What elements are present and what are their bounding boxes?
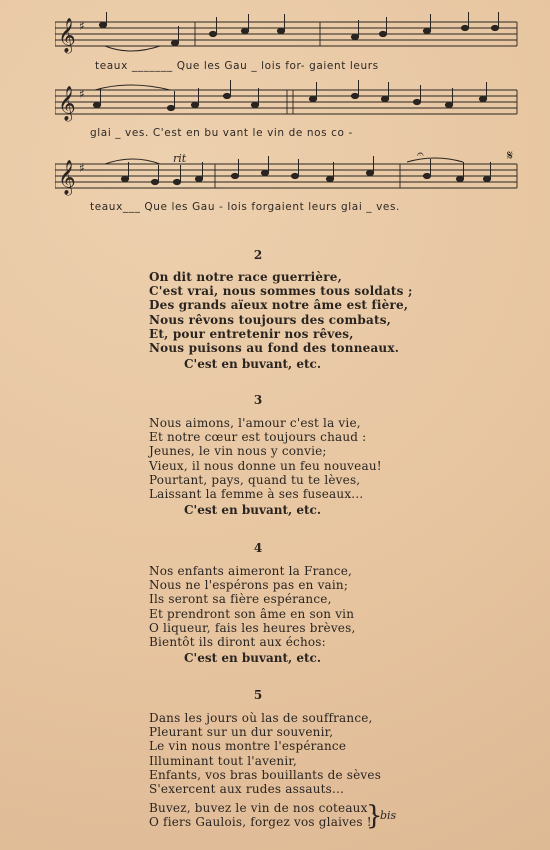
refrain: C'est en buvant, etc. <box>184 651 322 665</box>
verse-line: Pourtant, pays, quand tu te lèves, <box>149 472 361 487</box>
verse-line: Nos enfants aimeront la France, <box>149 564 353 578</box>
verse-4-text <box>149 564 355 649</box>
rit-mark: rit <box>173 152 187 165</box>
bis-mark: bis <box>380 809 397 822</box>
sharp-icon: ♯ <box>79 161 85 175</box>
verse-line: Bientôt ils diront aux échos: <box>149 635 326 650</box>
refrain: C'est en buvant, etc. <box>184 503 322 517</box>
treble-clef-icon: 𝄞 <box>58 86 76 121</box>
verse-line: On dit notre race guerrière, <box>149 270 342 284</box>
staff-2-notation <box>55 80 520 124</box>
fermata-icon: 𝄐 <box>417 150 424 161</box>
segno-icon: 𝄋 <box>507 150 514 164</box>
verse-line: Illuminant tout l'avenir, <box>149 753 297 768</box>
verse-3-text <box>149 416 382 501</box>
refrain: C'est en buvant, etc. <box>184 357 322 371</box>
staff-1-lyrics: teaux _______ Que les Gau _ lois for- gaient leurs <box>95 60 379 72</box>
staff-1-notation <box>55 12 520 54</box>
music-staff-2 <box>55 80 520 124</box>
verse-line: Nous rêvons toujours des combats, <box>149 312 392 327</box>
verse-line: Nous puisons au fond des tonneaux. <box>149 341 400 356</box>
verse-number: 2 <box>253 248 263 262</box>
verse-5-text <box>149 711 381 796</box>
verse-line: Le vin nous montre l'espérance <box>149 739 347 754</box>
verse-line: Jeunes, le vin nous y convie; <box>149 444 327 459</box>
verse-2-text <box>149 270 413 355</box>
verse-number: 3 <box>253 393 263 407</box>
verse-number: 5 <box>253 688 263 702</box>
verse-line: S'exercent aux rudes assauts... <box>149 782 345 797</box>
verse-line: O fiers Gaulois, forgez vos glaives ! <box>149 815 372 830</box>
verse-number: 4 <box>253 541 263 555</box>
verse-line: C'est vrai, nous sommes tous soldats ; <box>149 284 413 299</box>
music-staff-3 <box>55 150 520 198</box>
verse-line: Et prendront son âme en son vin <box>149 606 355 621</box>
verse-line: Buvez, buvez le vin de nos coteaux ; <box>149 801 376 815</box>
final-couplet <box>149 801 376 829</box>
verse-line: Pleurant sur un dur souvenir, <box>149 725 334 740</box>
sharp-icon: ♯ <box>79 87 85 101</box>
verse-line: Et, pour entretenir nos rêves, <box>149 326 354 341</box>
brace-icon: } <box>366 801 383 831</box>
verse-line: Vieux, il nous donne un feu nouveau! <box>149 458 382 473</box>
staff-2-lyrics: glai _ ves. C'est en bu vant le vin de nos co - <box>90 127 353 139</box>
verse-line: Nous aimons, l'amour c'est la vie, <box>149 416 361 430</box>
verse-line: Enfants, vos bras bouillants de sèves <box>149 767 382 782</box>
verse-line: Des grands aïeux notre âme est fière, <box>149 298 409 313</box>
treble-clef-icon: 𝄞 <box>58 160 76 195</box>
verse-line: Ils seront sa fière espérance, <box>149 592 332 607</box>
verse-line: Dans les jours où las de souffrance, <box>149 711 373 725</box>
staff-3-lyrics: teaux___ Que les Gau - lois forgaient leurs glai _ ves. <box>90 201 400 213</box>
sharp-icon: ♯ <box>79 19 85 33</box>
music-staff-1 <box>55 12 520 54</box>
verse-line: Nous ne l'espérons pas en vain; <box>149 578 349 593</box>
treble-clef-icon: 𝄞 <box>58 18 76 53</box>
verse-line: Laissant la femme à ses fuseaux... <box>149 487 364 502</box>
staff-3-notation <box>55 150 520 198</box>
verse-line: Et notre cœur est toujours chaud : <box>149 430 367 445</box>
verse-line: O liqueur, fais les heures brèves, <box>149 620 356 635</box>
